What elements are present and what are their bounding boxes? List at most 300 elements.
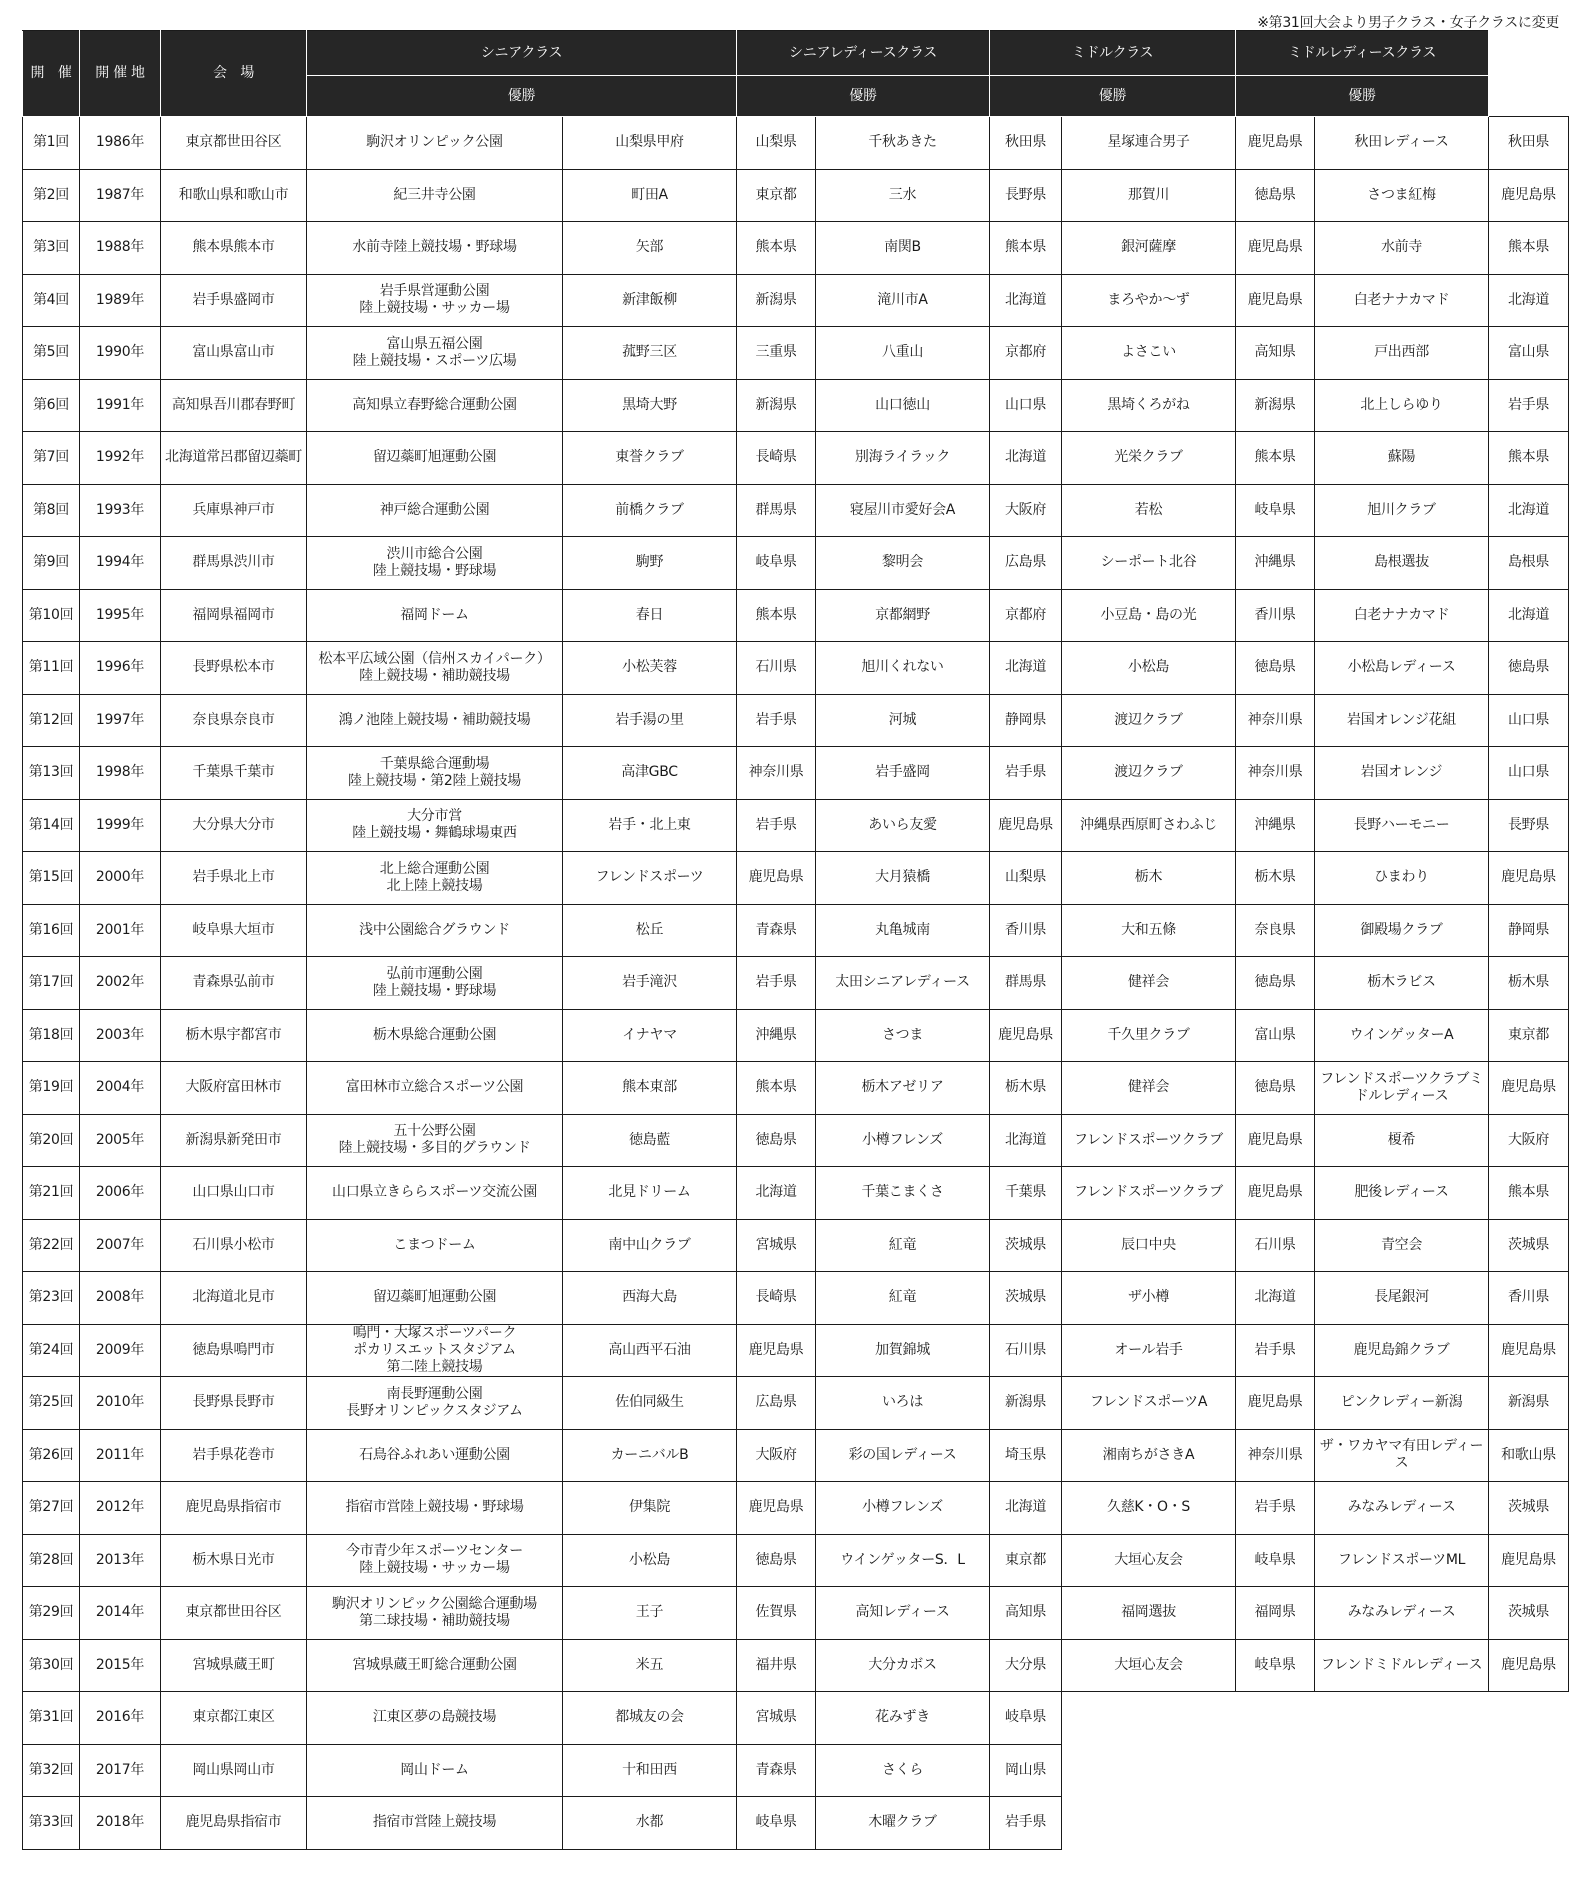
middle-ladies-pref-cell: 茨城県 [1489, 1587, 1569, 1640]
senior-winner-cell: イナヤマ [563, 1009, 737, 1062]
table-row [23, 117, 1569, 170]
senior-winner-cell: 岩手滝沢 [563, 957, 737, 1010]
year-cell: 2017年 [80, 1744, 161, 1797]
senior-winner-cell: 米五 [563, 1639, 737, 1692]
venue-cell: 鳴門・大塚スポーツパーク ポカリスエットスタジアム 第二陸上競技場 [307, 1324, 563, 1377]
table-row [23, 694, 1569, 747]
middle-ladies-winner-cell: 鹿児島錦クラブ [1315, 1324, 1489, 1377]
senior-pref-cell: 岩手県 [737, 957, 816, 1010]
senior-ladies-winner-cell: 花みずき [816, 1692, 990, 1745]
venue-cell: 留辺蘂町旭運動公園 [307, 432, 563, 485]
host-city-cell: 徳島県鳴門市 [161, 1324, 307, 1377]
senior-ladies-winner-cell: 小樽フレンズ [816, 1114, 990, 1167]
senior-pref-cell: 岐阜県 [737, 537, 816, 590]
round-cell: 第8回 [23, 484, 80, 537]
middle-ladies-pref-cell: 熊本県 [1489, 1167, 1569, 1220]
year-cell: 2006年 [80, 1167, 161, 1220]
round-cell: 第12回 [23, 694, 80, 747]
senior-ladies-winner-cell: 山口徳山 [816, 379, 990, 432]
table-row [23, 1429, 1569, 1482]
header-senior-ladies-class: シニアレディースクラス [737, 31, 990, 76]
round-cell: 第1回 [23, 117, 80, 170]
year-cell: 2010年 [80, 1377, 161, 1430]
table-row [23, 274, 1569, 327]
senior-ladies-winner-cell: 紅竜 [816, 1219, 990, 1272]
senior-pref-cell: 鹿児島県 [737, 1324, 816, 1377]
senior-pref-cell: 三重県 [737, 327, 816, 380]
middle-winner-cell: 沖縄県西原町さわふじ [1062, 799, 1236, 852]
round-cell: 第25回 [23, 1377, 80, 1430]
senior-pref-cell: 熊本県 [737, 222, 816, 275]
venue-cell: 水前寺陸上競技場・野球場 [307, 222, 563, 275]
year-cell: 1991年 [80, 379, 161, 432]
table-row [23, 432, 1569, 485]
round-cell: 第30回 [23, 1639, 80, 1692]
table-row [23, 169, 1569, 222]
senior-pref-cell: 石川県 [737, 642, 816, 695]
senior-winner-cell: 佐伯同級生 [563, 1377, 737, 1430]
middle-winner-cell: 健祥会 [1062, 1062, 1236, 1115]
round-cell: 第13回 [23, 747, 80, 800]
senior-winner-cell: 十和田西 [563, 1744, 737, 1797]
year-cell: 2011年 [80, 1429, 161, 1482]
senior-pref-cell: 大阪府 [737, 1429, 816, 1482]
middle-winner-cell: 小豆島・島の光 [1062, 589, 1236, 642]
middle-pref-cell: 奈良県 [1236, 904, 1315, 957]
middle-winner-cell: 若松 [1062, 484, 1236, 537]
round-cell: 第4回 [23, 274, 80, 327]
year-cell: 2005年 [80, 1114, 161, 1167]
senior-ladies-winner-cell: 別海ライラック [816, 432, 990, 485]
senior-winner-cell: 菰野三区 [563, 327, 737, 380]
year-cell: 1995年 [80, 589, 161, 642]
senior-ladies-pref-cell: 長野県 [990, 169, 1062, 222]
senior-ladies-pref-cell: 栃木県 [990, 1062, 1062, 1115]
host-city-cell: 岡山県岡山市 [161, 1744, 307, 1797]
senior-winner-cell: 山梨県甲府 [563, 117, 737, 170]
venue-cell: 高知県立春野総合運動公園 [307, 379, 563, 432]
table-row [23, 1534, 1569, 1587]
middle-ladies-pref-cell: 茨城県 [1489, 1482, 1569, 1535]
middle-pref-cell: 高知県 [1236, 327, 1315, 380]
header-kaisai: 開 催 [23, 31, 80, 117]
host-city-cell: 群馬県渋川市 [161, 537, 307, 590]
senior-ladies-pref-cell: 北海道 [990, 432, 1062, 485]
year-cell: 1986年 [80, 117, 161, 170]
round-cell: 第14回 [23, 799, 80, 852]
venue-cell: 栃木県総合運動公園 [307, 1009, 563, 1062]
venue-cell: 福岡ドーム [307, 589, 563, 642]
middle-winner-cell: 星塚連合男子 [1062, 117, 1236, 170]
middle-winner-cell: 大垣心友会 [1062, 1534, 1236, 1587]
middle-ladies-winner-cell: みなみレディース [1315, 1482, 1489, 1535]
venue-cell: 留辺蘂町旭運動公園 [307, 1272, 563, 1325]
middle-pref-cell: 鹿児島県 [1236, 222, 1315, 275]
middle-pref-cell: 徳島県 [1236, 169, 1315, 222]
senior-winner-cell: 矢部 [563, 222, 737, 275]
senior-ladies-winner-cell: 三水 [816, 169, 990, 222]
senior-pref-cell: 徳島県 [737, 1114, 816, 1167]
year-cell: 2004年 [80, 1062, 161, 1115]
senior-pref-cell: 北海道 [737, 1167, 816, 1220]
middle-ladies-winner-cell: 島根選抜 [1315, 537, 1489, 590]
table-row [23, 327, 1569, 380]
tournament-results-table [22, 30, 1569, 1850]
middle-ladies-winner-cell: 旭川クラブ [1315, 484, 1489, 537]
middle-pref-cell: 徳島県 [1236, 1062, 1315, 1115]
senior-ladies-pref-cell: 岩手県 [990, 1797, 1062, 1850]
round-cell: 第22回 [23, 1219, 80, 1272]
middle-ladies-winner-cell: ひまわり [1315, 852, 1489, 905]
senior-winner-cell: 岩手湯の里 [563, 694, 737, 747]
senior-ladies-pref-cell: 北海道 [990, 1482, 1062, 1535]
middle-ladies-winner-cell: ピンクレディー新潟 [1315, 1377, 1489, 1430]
middle-winner-cell: 小松島 [1062, 642, 1236, 695]
host-city-cell: 岩手県北上市 [161, 852, 307, 905]
senior-ladies-winner-cell: 八重山 [816, 327, 990, 380]
middle-ladies-winner-cell: 白老ナナカマド [1315, 589, 1489, 642]
year-cell: 1988年 [80, 222, 161, 275]
middle-pref-cell: 新潟県 [1236, 379, 1315, 432]
host-city-cell: 和歌山県和歌山市 [161, 169, 307, 222]
year-cell: 1997年 [80, 694, 161, 747]
senior-winner-cell: 都城友の会 [563, 1692, 737, 1745]
senior-pref-cell: 熊本県 [737, 1062, 816, 1115]
senior-winner-cell: 水都 [563, 1797, 737, 1850]
middle-ladies-pref-cell: 北海道 [1489, 484, 1569, 537]
middle-ladies-winner-cell: フレンドミドルレディース [1315, 1639, 1489, 1692]
middle-ladies-winner-cell: 水前寺 [1315, 222, 1489, 275]
senior-winner-cell: 北見ドリーム [563, 1167, 737, 1220]
senior-winner-cell: 松丘 [563, 904, 737, 957]
empty-cell [1315, 1744, 1489, 1797]
year-cell: 1994年 [80, 537, 161, 590]
middle-ladies-winner-cell: 小松島レディース [1315, 642, 1489, 695]
table-row [23, 1272, 1569, 1325]
venue-cell: 岩手県営運動公園 陸上競技場・サッカー場 [307, 274, 563, 327]
senior-ladies-winner-cell: 京都網野 [816, 589, 990, 642]
empty-cell [1315, 1692, 1489, 1745]
host-city-cell: 長野県長野市 [161, 1377, 307, 1430]
round-cell: 第29回 [23, 1587, 80, 1640]
senior-winner-cell: カーニバルB [563, 1429, 737, 1482]
senior-pref-cell: 青森県 [737, 1744, 816, 1797]
middle-ladies-pref-cell: 和歌山県 [1489, 1429, 1569, 1482]
round-cell: 第17回 [23, 957, 80, 1010]
middle-ladies-pref-cell: 鹿児島県 [1489, 169, 1569, 222]
middle-ladies-pref-cell: 新潟県 [1489, 1377, 1569, 1430]
header-winner-middle: 優勝 [990, 76, 1236, 117]
host-city-cell: 石川県小松市 [161, 1219, 307, 1272]
round-cell: 第16回 [23, 904, 80, 957]
senior-ladies-pref-cell: 埼玉県 [990, 1429, 1062, 1482]
senior-ladies-pref-cell: 群馬県 [990, 957, 1062, 1010]
middle-pref-cell: 徳島県 [1236, 957, 1315, 1010]
middle-ladies-winner-cell: 秋田レディース [1315, 117, 1489, 170]
middle-winner-cell: まろやか～ず [1062, 274, 1236, 327]
senior-pref-cell: 沖縄県 [737, 1009, 816, 1062]
venue-cell: 松本平広域公園（信州スカイパーク） 陸上競技場・補助競技場 [307, 642, 563, 695]
table-row [23, 1587, 1569, 1640]
senior-winner-cell: 徳島藍 [563, 1114, 737, 1167]
venue-cell: 石鳥谷ふれあい運動公園 [307, 1429, 563, 1482]
senior-ladies-pref-cell: 鹿児島県 [990, 799, 1062, 852]
venue-cell: 江東区夢の島競技場 [307, 1692, 563, 1745]
year-cell: 1990年 [80, 327, 161, 380]
year-cell: 2009年 [80, 1324, 161, 1377]
senior-ladies-winner-cell: 黎明会 [816, 537, 990, 590]
middle-ladies-winner-cell: 蘇陽 [1315, 432, 1489, 485]
table-row [23, 1797, 1569, 1850]
middle-ladies-winner-cell: 長尾銀河 [1315, 1272, 1489, 1325]
middle-ladies-pref-cell: 鹿児島県 [1489, 852, 1569, 905]
senior-pref-cell: 岩手県 [737, 694, 816, 747]
host-city-cell: 宮城県蔵王町 [161, 1639, 307, 1692]
empty-cell [1489, 1797, 1569, 1850]
middle-winner-cell: 光栄クラブ [1062, 432, 1236, 485]
round-cell: 第20回 [23, 1114, 80, 1167]
middle-pref-cell: 岩手県 [1236, 1482, 1315, 1535]
senior-ladies-pref-cell: 京都府 [990, 327, 1062, 380]
middle-ladies-winner-cell: 肥後レディース [1315, 1167, 1489, 1220]
senior-ladies-winner-cell: 寝屋川市愛好会A [816, 484, 990, 537]
senior-ladies-winner-cell: 紅竜 [816, 1272, 990, 1325]
venue-cell: 南長野運動公園 長野オリンピックスタジアム [307, 1377, 563, 1430]
venue-cell: 岡山ドーム [307, 1744, 563, 1797]
table-row [23, 1639, 1569, 1692]
host-city-cell: 北海道常呂郡留辺蘂町 [161, 432, 307, 485]
senior-ladies-winner-cell: 彩の国レディース [816, 1429, 990, 1482]
senior-winner-cell: 町田A [563, 169, 737, 222]
venue-cell: こまつドーム [307, 1219, 563, 1272]
senior-pref-cell: 神奈川県 [737, 747, 816, 800]
host-city-cell: 奈良県奈良市 [161, 694, 307, 747]
senior-ladies-winner-cell: 栃木アゼリア [816, 1062, 990, 1115]
middle-pref-cell: 岩手県 [1236, 1324, 1315, 1377]
middle-pref-cell: 鹿児島県 [1236, 1114, 1315, 1167]
venue-cell: 鴻ノ池陸上競技場・補助競技場 [307, 694, 563, 747]
host-city-cell: 栃木県日光市 [161, 1534, 307, 1587]
senior-ladies-winner-cell: 南関B [816, 222, 990, 275]
senior-winner-cell: 駒野 [563, 537, 737, 590]
table-row [23, 1219, 1569, 1272]
senior-ladies-pref-cell: 東京都 [990, 1534, 1062, 1587]
host-city-cell: 熊本県熊本市 [161, 222, 307, 275]
middle-ladies-pref-cell: 鹿児島県 [1489, 1534, 1569, 1587]
table-row [23, 1009, 1569, 1062]
middle-ladies-pref-cell: 栃木県 [1489, 957, 1569, 1010]
class-change-note: ※第31回大会より男子クラス・女子クラスに変更 [1257, 15, 1559, 31]
middle-winner-cell: 銀河薩摩 [1062, 222, 1236, 275]
senior-ladies-winner-cell: 木曜クラブ [816, 1797, 990, 1850]
venue-cell: 千葉県総合運動場 陸上競技場・第2陸上競技場 [307, 747, 563, 800]
header-middle-ladies-class: ミドルレディースクラス [1236, 31, 1489, 76]
senior-pref-cell: 長崎県 [737, 432, 816, 485]
table-row [23, 484, 1569, 537]
empty-cell [1315, 1797, 1489, 1850]
middle-ladies-winner-cell: 榎希 [1315, 1114, 1489, 1167]
middle-pref-cell: 鹿児島県 [1236, 1377, 1315, 1430]
host-city-cell: 鹿児島県指宿市 [161, 1797, 307, 1850]
middle-winner-cell: 辰口中央 [1062, 1219, 1236, 1272]
middle-ladies-pref-cell: 山口県 [1489, 694, 1569, 747]
middle-pref-cell: 福岡県 [1236, 1587, 1315, 1640]
senior-ladies-winner-cell: あいら友愛 [816, 799, 990, 852]
senior-ladies-winner-cell: 丸亀城南 [816, 904, 990, 957]
senior-ladies-pref-cell: 岩手県 [990, 747, 1062, 800]
senior-ladies-winner-cell: 千秋あきた [816, 117, 990, 170]
senior-ladies-pref-cell: 千葉県 [990, 1167, 1062, 1220]
middle-ladies-winner-cell: 岩国オレンジ [1315, 747, 1489, 800]
senior-ladies-winner-cell: さつま [816, 1009, 990, 1062]
senior-winner-cell: 高津GBC [563, 747, 737, 800]
round-cell: 第9回 [23, 537, 80, 590]
round-cell: 第23回 [23, 1272, 80, 1325]
round-cell: 第6回 [23, 379, 80, 432]
host-city-cell: 山口県山口市 [161, 1167, 307, 1220]
middle-ladies-pref-cell: 島根県 [1489, 537, 1569, 590]
header-kaijo: 会 場 [161, 31, 307, 117]
table-row [23, 1324, 1569, 1377]
senior-pref-cell: 岩手県 [737, 799, 816, 852]
header-senior-class: シニアクラス [307, 31, 737, 76]
senior-ladies-pref-cell: 北海道 [990, 274, 1062, 327]
middle-ladies-pref-cell: 山口県 [1489, 747, 1569, 800]
senior-ladies-pref-cell: 秋田県 [990, 117, 1062, 170]
senior-pref-cell: 群馬県 [737, 484, 816, 537]
host-city-cell: 兵庫県神戸市 [161, 484, 307, 537]
host-city-cell: 千葉県千葉市 [161, 747, 307, 800]
host-city-cell: 新潟県新発田市 [161, 1114, 307, 1167]
middle-ladies-winner-cell: 青空会 [1315, 1219, 1489, 1272]
middle-pref-cell: 栃木県 [1236, 852, 1315, 905]
senior-ladies-winner-cell: 高知レディース [816, 1587, 990, 1640]
senior-ladies-pref-cell: 高知県 [990, 1587, 1062, 1640]
senior-ladies-winner-cell: 岩手盛岡 [816, 747, 990, 800]
host-city-cell: 高知県吾川郡春野町 [161, 379, 307, 432]
middle-ladies-pref-cell: 徳島県 [1489, 642, 1569, 695]
middle-pref-cell: 鹿児島県 [1236, 274, 1315, 327]
middle-pref-cell: 香川県 [1236, 589, 1315, 642]
round-cell: 第24回 [23, 1324, 80, 1377]
senior-ladies-pref-cell: 山梨県 [990, 852, 1062, 905]
table-row [23, 537, 1569, 590]
middle-ladies-pref-cell: 鹿児島県 [1489, 1639, 1569, 1692]
middle-winner-cell: 大和五條 [1062, 904, 1236, 957]
venue-cell: 五十公野公園 陸上競技場・多目的グラウンド [307, 1114, 563, 1167]
middle-pref-cell: 北海道 [1236, 1272, 1315, 1325]
senior-ladies-winner-cell: 旭川くれない [816, 642, 990, 695]
middle-winner-cell: シーポート北谷 [1062, 537, 1236, 590]
middle-ladies-winner-cell: ウインゲッターA [1315, 1009, 1489, 1062]
table-row [23, 1377, 1569, 1430]
middle-ladies-pref-cell: 静岡県 [1489, 904, 1569, 957]
middle-winner-cell: 渡辺クラブ [1062, 747, 1236, 800]
middle-ladies-pref-cell: 茨城県 [1489, 1219, 1569, 1272]
senior-winner-cell: 岩手・北上東 [563, 799, 737, 852]
middle-pref-cell: 富山県 [1236, 1009, 1315, 1062]
year-cell: 2015年 [80, 1639, 161, 1692]
year-cell: 1992年 [80, 432, 161, 485]
empty-cell [1489, 1692, 1569, 1745]
year-cell: 1996年 [80, 642, 161, 695]
senior-pref-cell: 東京都 [737, 169, 816, 222]
table-row [23, 1482, 1569, 1535]
middle-winner-cell: 福岡選抜 [1062, 1587, 1236, 1640]
middle-pref-cell: 岐阜県 [1236, 1639, 1315, 1692]
senior-pref-cell: 佐賀県 [737, 1587, 816, 1640]
middle-ladies-winner-cell: 岩国オレンジ花組 [1315, 694, 1489, 747]
venue-cell: 北上総合運動公園 北上陸上競技場 [307, 852, 563, 905]
venue-cell: 浅中公園総合グラウンド [307, 904, 563, 957]
venue-cell: 大分市営 陸上競技場・舞鶴球場東西 [307, 799, 563, 852]
senior-winner-cell: フレンドスポーツ [563, 852, 737, 905]
senior-ladies-pref-cell: 山口県 [990, 379, 1062, 432]
senior-ladies-winner-cell: 千葉こまくさ [816, 1167, 990, 1220]
venue-cell: 神戸総合運動公園 [307, 484, 563, 537]
table-row [23, 904, 1569, 957]
table-row [23, 852, 1569, 905]
middle-pref-cell: 鹿児島県 [1236, 117, 1315, 170]
table-row [23, 589, 1569, 642]
middle-ladies-pref-cell: 北海道 [1489, 274, 1569, 327]
table-row [23, 799, 1569, 852]
table-row [23, 1114, 1569, 1167]
empty-cell [1062, 1744, 1236, 1797]
middle-winner-cell: 健祥会 [1062, 957, 1236, 1010]
middle-ladies-winner-cell: 北上しらゆり [1315, 379, 1489, 432]
empty-cell [1489, 1744, 1569, 1797]
round-cell: 第18回 [23, 1009, 80, 1062]
senior-ladies-pref-cell: 香川県 [990, 904, 1062, 957]
senior-ladies-winner-cell: 太田シニアレディース [816, 957, 990, 1010]
senior-ladies-winner-cell: 滝川市A [816, 274, 990, 327]
senior-ladies-pref-cell: 広島県 [990, 537, 1062, 590]
senior-ladies-pref-cell: 茨城県 [990, 1219, 1062, 1272]
header-winner-senior: 優勝 [307, 76, 737, 117]
senior-pref-cell: 山梨県 [737, 117, 816, 170]
middle-ladies-winner-cell: みなみレディース [1315, 1587, 1489, 1640]
middle-pref-cell: 熊本県 [1236, 432, 1315, 485]
senior-ladies-winner-cell: ウインゲッターS．L [816, 1534, 990, 1587]
venue-cell: 富山県五福公園 陸上競技場・スポーツ広場 [307, 327, 563, 380]
middle-ladies-pref-cell: 長野県 [1489, 799, 1569, 852]
table-row [23, 957, 1569, 1010]
year-cell: 2016年 [80, 1692, 161, 1745]
senior-ladies-pref-cell: 北海道 [990, 1114, 1062, 1167]
header-middle-class: ミドルクラス [990, 31, 1236, 76]
middle-ladies-pref-cell: 北海道 [1489, 589, 1569, 642]
senior-winner-cell: 王子 [563, 1587, 737, 1640]
senior-winner-cell: 小松島 [563, 1534, 737, 1587]
round-cell: 第26回 [23, 1429, 80, 1482]
table-row [23, 1692, 1569, 1745]
middle-winner-cell: 大垣心友会 [1062, 1639, 1236, 1692]
senior-ladies-pref-cell: 新潟県 [990, 1377, 1062, 1430]
senior-pref-cell: 鹿児島県 [737, 1482, 816, 1535]
round-cell: 第15回 [23, 852, 80, 905]
senior-pref-cell: 熊本県 [737, 589, 816, 642]
round-cell: 第11回 [23, 642, 80, 695]
senior-pref-cell: 長崎県 [737, 1272, 816, 1325]
senior-winner-cell: 高山西平石油 [563, 1324, 737, 1377]
round-cell: 第3回 [23, 222, 80, 275]
senior-ladies-winner-cell: 大月猿橋 [816, 852, 990, 905]
host-city-cell: 岐阜県大垣市 [161, 904, 307, 957]
table-row [23, 379, 1569, 432]
middle-winner-cell: 久慈K・O・S [1062, 1482, 1236, 1535]
year-cell: 2014年 [80, 1587, 161, 1640]
